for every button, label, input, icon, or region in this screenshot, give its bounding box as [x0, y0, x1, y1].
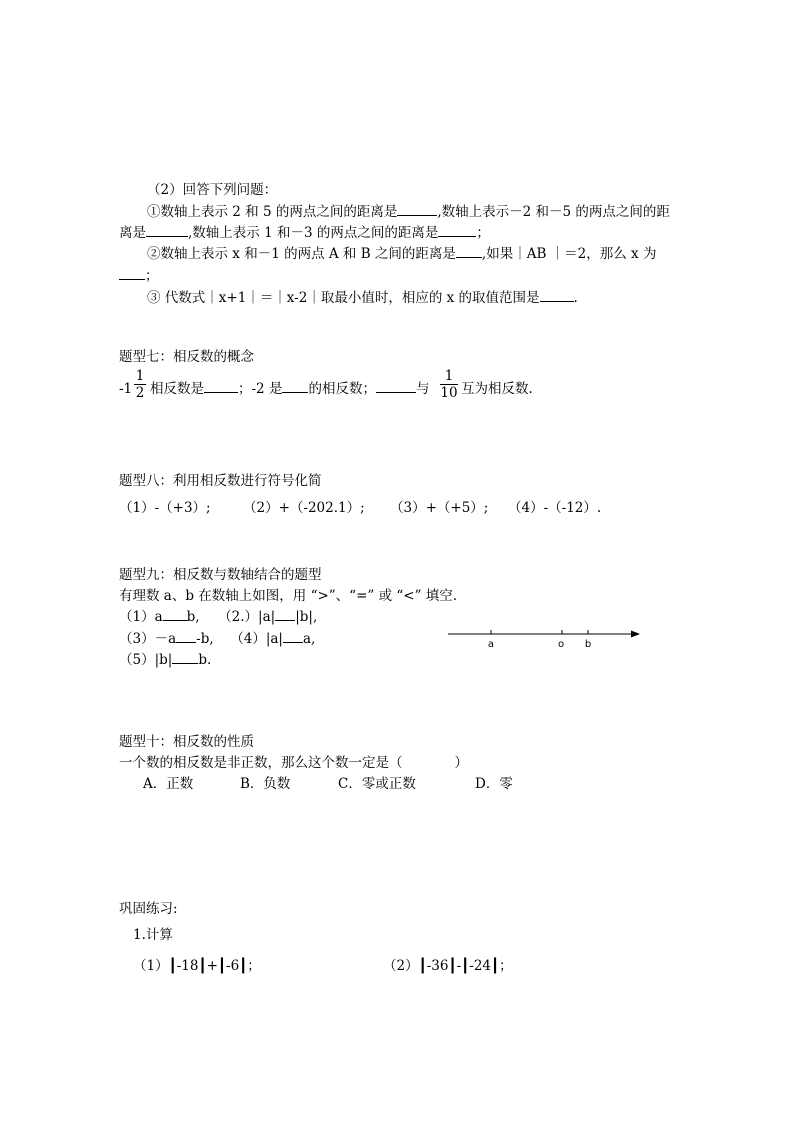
practice-title: 巩固练习: [119, 901, 178, 917]
type8-item-1: （1）-（+3）; [119, 500, 211, 516]
type9-item-1-b: b, [186, 609, 200, 625]
question-2-text-b: ,如果｜AB ｜＝2，那么 x 为 [481, 246, 657, 262]
fraction-denominator: 10 [440, 385, 458, 401]
type10-question-end: ） [454, 755, 468, 771]
answer-blank[interactable] [540, 290, 574, 302]
number-line [445, 624, 645, 654]
question-2-line1 [147, 246, 656, 262]
practice-calc-1: （1）┃-18┃+┃-6┃； [133, 958, 261, 974]
type7-text-1: 相反数是 [150, 381, 204, 397]
answer-blank[interactable] [119, 268, 145, 280]
question-2-text-a: ②数轴上表示 x 和－1 的两点 A 和 B 之间的距离是 [147, 246, 456, 262]
answer-blank[interactable] [456, 246, 482, 258]
type9-row-2 [119, 631, 315, 647]
option-c[interactable]: C．零或正数 [338, 776, 416, 792]
answer-blank[interactable] [397, 204, 437, 216]
answer-blank[interactable] [376, 381, 416, 393]
type9-row-1 [119, 609, 317, 625]
option-b[interactable]: B．负数 [240, 776, 291, 792]
type7-title: 题型七：相反数的概念 [119, 349, 254, 365]
type10-question-text: 一个数的相反数是非正数，那么这个数一定是（ [119, 755, 403, 771]
label-b: b [584, 639, 592, 650]
type10-question [119, 755, 468, 771]
fraction-denominator: 2 [135, 385, 145, 401]
question-3-text-a: ③ 代数式｜x+1｜＝｜x-2｜取最小值时，相应的 x 的取值范围是 [147, 290, 540, 306]
question-1-text-e: ； [476, 225, 490, 241]
type7-text-2: ；-2 是 [238, 381, 283, 397]
fraction-numerator: 1 [440, 368, 458, 385]
type9-item-2-a: （2.）|a| [218, 609, 276, 625]
option-d[interactable]: D．零 [475, 776, 513, 792]
type8-item-2: （2）+（-202.1）; [243, 500, 365, 516]
practice-subtitle: 1.计算 [133, 927, 173, 943]
label-o: o [557, 639, 565, 650]
type9-item-1-a: （1）a [119, 609, 163, 625]
question-2-text-c: ； [145, 268, 159, 284]
type7-line [150, 381, 429, 397]
answer-blank[interactable] [172, 652, 198, 664]
type8-item-3: （3）+（+5）; [390, 500, 489, 516]
type9-item-4-a: （4）|a| [230, 631, 283, 647]
question-2-line2 [119, 268, 159, 284]
fraction-numerator: 1 [135, 368, 145, 384]
question-3-text-b: . [573, 290, 578, 306]
answer-blank[interactable] [176, 631, 196, 643]
type7-text-3: 的相反数； [308, 381, 376, 397]
type9-item-3-b: -b, [196, 631, 214, 647]
type9-item-5-b: b. [198, 652, 212, 668]
type9-item-2-b: |b|, [295, 609, 318, 625]
type7-text-5: 互为相反数. [461, 381, 533, 397]
answer-blank[interactable] [163, 609, 187, 621]
type10-title: 题型十：相反数的性质 [119, 734, 254, 750]
question-1-text-c: 离是 [119, 225, 146, 241]
answer-blank[interactable] [275, 609, 295, 621]
question-1-line2 [119, 225, 490, 241]
practice-calc-2: （2）┃-36┃-┃-24┃； [383, 958, 513, 974]
type9-row-3 [119, 652, 211, 668]
answer-blank[interactable] [204, 381, 238, 393]
question-1-text-a: ①数轴上表示 2 和 5 的两点之间的距离是 [147, 204, 398, 220]
fraction-one-half [134, 368, 146, 401]
fraction-one-tenth [440, 368, 458, 401]
label-a: a [487, 639, 495, 650]
type8-title: 题型八：利用相反数进行符号化简 [119, 473, 322, 489]
number-line-arrow-icon [631, 631, 640, 638]
type9-item-4-b: a, [302, 631, 316, 647]
type9-title: 题型九：相反数与数轴结合的题型 [119, 567, 322, 583]
question-1-text-d: ,数轴上表示 1 和－3 的两点之间的距离是 [188, 225, 439, 241]
type9-item-3-a: （3）－a [119, 631, 177, 647]
question-1-line1 [147, 204, 670, 220]
type8-item-4: （4）-（-12）. [508, 500, 602, 516]
answer-blank[interactable] [146, 225, 188, 237]
answer-blank[interactable] [282, 381, 308, 393]
question-3-line [147, 290, 578, 306]
option-a[interactable]: A．正数 [143, 776, 194, 792]
part2-heading: （2）回答下列问题： [147, 182, 278, 198]
type9-item-5-a: （5）|b| [119, 652, 173, 668]
answer-blank[interactable] [438, 225, 476, 237]
type7-text-4: 与 [415, 381, 430, 397]
type7-prefix: -1 [119, 381, 133, 397]
answer-blank[interactable] [283, 631, 303, 643]
type9-intro: 有理数 a、b 在数轴上如图，用 “>”、“=” 或 “<” 填空. [119, 588, 458, 604]
question-1-text-b: ,数轴上表示－2 和－5 的两点之间的距 [437, 204, 670, 220]
